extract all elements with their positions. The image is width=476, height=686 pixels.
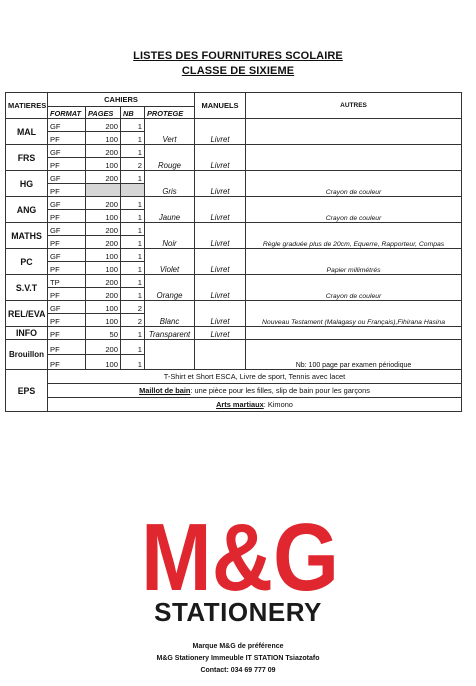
nb-cell: 2 xyxy=(121,314,145,327)
header-nb: NB xyxy=(121,107,145,119)
footer-brand: Marque M&G de préférence xyxy=(192,643,284,650)
manuel-cell: Livret xyxy=(195,223,246,249)
eps-swimsuit-text: : une pièce pour les filles, slip de bain pour les garçons xyxy=(190,386,370,395)
subject-row xyxy=(6,275,462,288)
header-matieres: MATIERES xyxy=(6,93,48,119)
subject-name: Brouillon xyxy=(6,340,48,370)
format-cell: GF xyxy=(48,223,86,236)
nb-cell: 1 xyxy=(121,223,145,236)
autres-cell: Crayon de couleur xyxy=(246,171,462,197)
pages-cell: 100 xyxy=(86,158,121,171)
eps-martial-arts-label: Arts martiaux xyxy=(216,400,264,409)
subject-row xyxy=(6,301,462,314)
protege-cell: Noir xyxy=(145,223,195,249)
format-cell: GF xyxy=(48,119,86,132)
format-cell: PF xyxy=(48,184,86,197)
format-cell: GF xyxy=(48,249,86,262)
stationery-wordmark: STATIONERY xyxy=(154,597,322,627)
eps-row xyxy=(6,370,462,384)
subject-name: ANG xyxy=(6,197,48,223)
eps-row xyxy=(6,398,462,412)
autres-cell xyxy=(246,119,462,145)
pages-cell: 200 xyxy=(86,275,121,288)
footer-contact: Contact: 034 69 777 09 xyxy=(200,667,276,674)
header-format: FORMAT xyxy=(48,107,86,119)
nb-cell: 2 xyxy=(121,158,145,171)
autres-cell xyxy=(246,327,462,340)
format-cell: GF xyxy=(48,145,86,158)
format-cell: PF xyxy=(48,210,86,223)
pages-cell: 200 xyxy=(86,119,121,132)
pages-cell: 50 xyxy=(86,327,121,340)
format-cell: PF xyxy=(48,132,86,145)
header-pages: PAGES xyxy=(86,107,121,119)
nb-cell: 1 xyxy=(121,119,145,132)
eps-line-1: T-Shirt et Short ESCA, Livre de sport, Tennis avec lacet xyxy=(48,370,462,384)
nb-cell: 1 xyxy=(121,171,145,184)
nb-cell: 1 xyxy=(121,288,145,301)
nb-cell: 1 xyxy=(121,145,145,158)
protege-cell: Orange xyxy=(145,275,195,301)
nb-cell: 1 xyxy=(121,355,145,370)
manuel-cell: Livret xyxy=(195,301,246,327)
autres-cell: Papier millimétrés xyxy=(246,249,462,275)
pages-cell: 200 xyxy=(86,223,121,236)
header-cahiers: CAHIERS xyxy=(48,93,195,107)
brouillon-row xyxy=(6,340,462,355)
protege-cell xyxy=(145,340,195,370)
protege-cell: Vert xyxy=(145,119,195,145)
subject-name: INFO xyxy=(6,327,48,340)
nb-cell: 1 xyxy=(121,275,145,288)
format-cell: GF xyxy=(48,171,86,184)
eps-line-3 xyxy=(48,398,462,412)
format-cell: TP xyxy=(48,275,86,288)
pages-cell: 200 xyxy=(86,288,121,301)
format-cell: PF xyxy=(48,288,86,301)
pages-cell: 200 xyxy=(86,145,121,158)
supplies-table xyxy=(5,92,462,412)
nb-cell: 1 xyxy=(121,210,145,223)
format-cell: PF xyxy=(48,314,86,327)
protege-cell: Blanc xyxy=(145,301,195,327)
eps-line-2 xyxy=(48,384,462,398)
autres-cell: Crayon de couleur xyxy=(246,275,462,301)
subject-name: MAL xyxy=(6,119,48,145)
nb-cell: 1 xyxy=(121,132,145,145)
subject-name: REL/EVA xyxy=(6,301,48,327)
subject-row xyxy=(6,145,462,158)
eps-row xyxy=(6,384,462,398)
autres-cell xyxy=(246,145,462,171)
format-cell: GF xyxy=(48,301,86,314)
nb-cell: 1 xyxy=(121,249,145,262)
manuel-cell: Livret xyxy=(195,171,246,197)
subject-row xyxy=(6,249,462,262)
pages-cell: 200 xyxy=(86,236,121,249)
protege-cell: Jaune xyxy=(145,197,195,223)
footer-address: M&G Stationery Immeuble IT STATION Tsiazotafo xyxy=(156,655,320,662)
info-row xyxy=(6,327,462,340)
protege-cell: Violet xyxy=(145,249,195,275)
mg-logo xyxy=(140,512,340,594)
header-autres: AUTRES xyxy=(246,93,462,119)
document-title: LISTES DES FOURNITURES SCOLAIRE xyxy=(133,50,343,62)
pages-cell: 100 xyxy=(86,249,121,262)
nb-cell: 1 xyxy=(121,327,145,340)
pages-cell: 200 xyxy=(86,171,121,184)
nb-cell: 1 xyxy=(121,340,145,355)
subject-row xyxy=(6,171,462,184)
manuel-cell: Livret xyxy=(195,249,246,275)
brouillon-note: Nb: 100 page par examen périodique xyxy=(246,340,462,370)
manuel-cell: Livret xyxy=(195,327,246,340)
nb-cell xyxy=(121,184,145,197)
manuel-cell: Livret xyxy=(195,275,246,301)
format-cell: PF xyxy=(48,262,86,275)
subject-name: FRS xyxy=(6,145,48,171)
subject-row xyxy=(6,197,462,210)
header-manuels: MANUELS xyxy=(195,93,246,119)
nb-cell: 1 xyxy=(121,197,145,210)
manuel-cell: Livret xyxy=(195,197,246,223)
format-cell: PF xyxy=(48,327,86,340)
pages-cell: 200 xyxy=(86,197,121,210)
format-cell: PF xyxy=(48,340,86,355)
nb-cell: 2 xyxy=(121,301,145,314)
pages-cell: 200 xyxy=(86,340,121,355)
pages-cell: 100 xyxy=(86,132,121,145)
pages-cell: 100 xyxy=(86,301,121,314)
class-title: CLASSE DE SIXIEME xyxy=(181,65,295,77)
format-cell: GF xyxy=(48,197,86,210)
autres-cell: Nouveau Testament (Malagasy ou Français),Fihirana Hasina xyxy=(246,301,462,327)
autres-cell: Règle graduée plus de 20cm, Equerre, Rapporteur, Compas xyxy=(246,223,462,249)
protege-cell: Gris xyxy=(145,171,195,197)
subject-rows xyxy=(6,119,462,327)
manuel-cell xyxy=(195,340,246,370)
nb-cell: 1 xyxy=(121,236,145,249)
format-cell: PF xyxy=(48,158,86,171)
manuel-cell: Livret xyxy=(195,119,246,145)
eps-swimsuit-label: Maillot de bain xyxy=(139,386,191,395)
pages-cell: 100 xyxy=(86,262,121,275)
subject-name: HG xyxy=(6,171,48,197)
subject-name: MATHS xyxy=(6,223,48,249)
mg-logo-letters: M&G xyxy=(141,512,339,594)
pages-cell: 100 xyxy=(86,355,121,370)
header-protege: PROTEGE xyxy=(145,107,195,119)
nb-cell: 1 xyxy=(121,262,145,275)
format-cell: PF xyxy=(48,355,86,370)
subject-name: EPS xyxy=(6,370,48,412)
subject-row xyxy=(6,119,462,132)
pages-cell: 100 xyxy=(86,314,121,327)
pages-cell xyxy=(86,184,121,197)
protege-cell: Transparent xyxy=(145,327,195,340)
autres-cell: Crayon de couleur xyxy=(246,197,462,223)
protege-cell: Rouge xyxy=(145,145,195,171)
format-cell: PF xyxy=(48,236,86,249)
subject-name: PC xyxy=(6,249,48,275)
eps-martial-arts-text: : Kimono xyxy=(263,400,293,409)
manuel-cell: Livret xyxy=(195,145,246,171)
subject-row xyxy=(6,223,462,236)
subject-name: S.V.T xyxy=(6,275,48,301)
pages-cell: 100 xyxy=(86,210,121,223)
